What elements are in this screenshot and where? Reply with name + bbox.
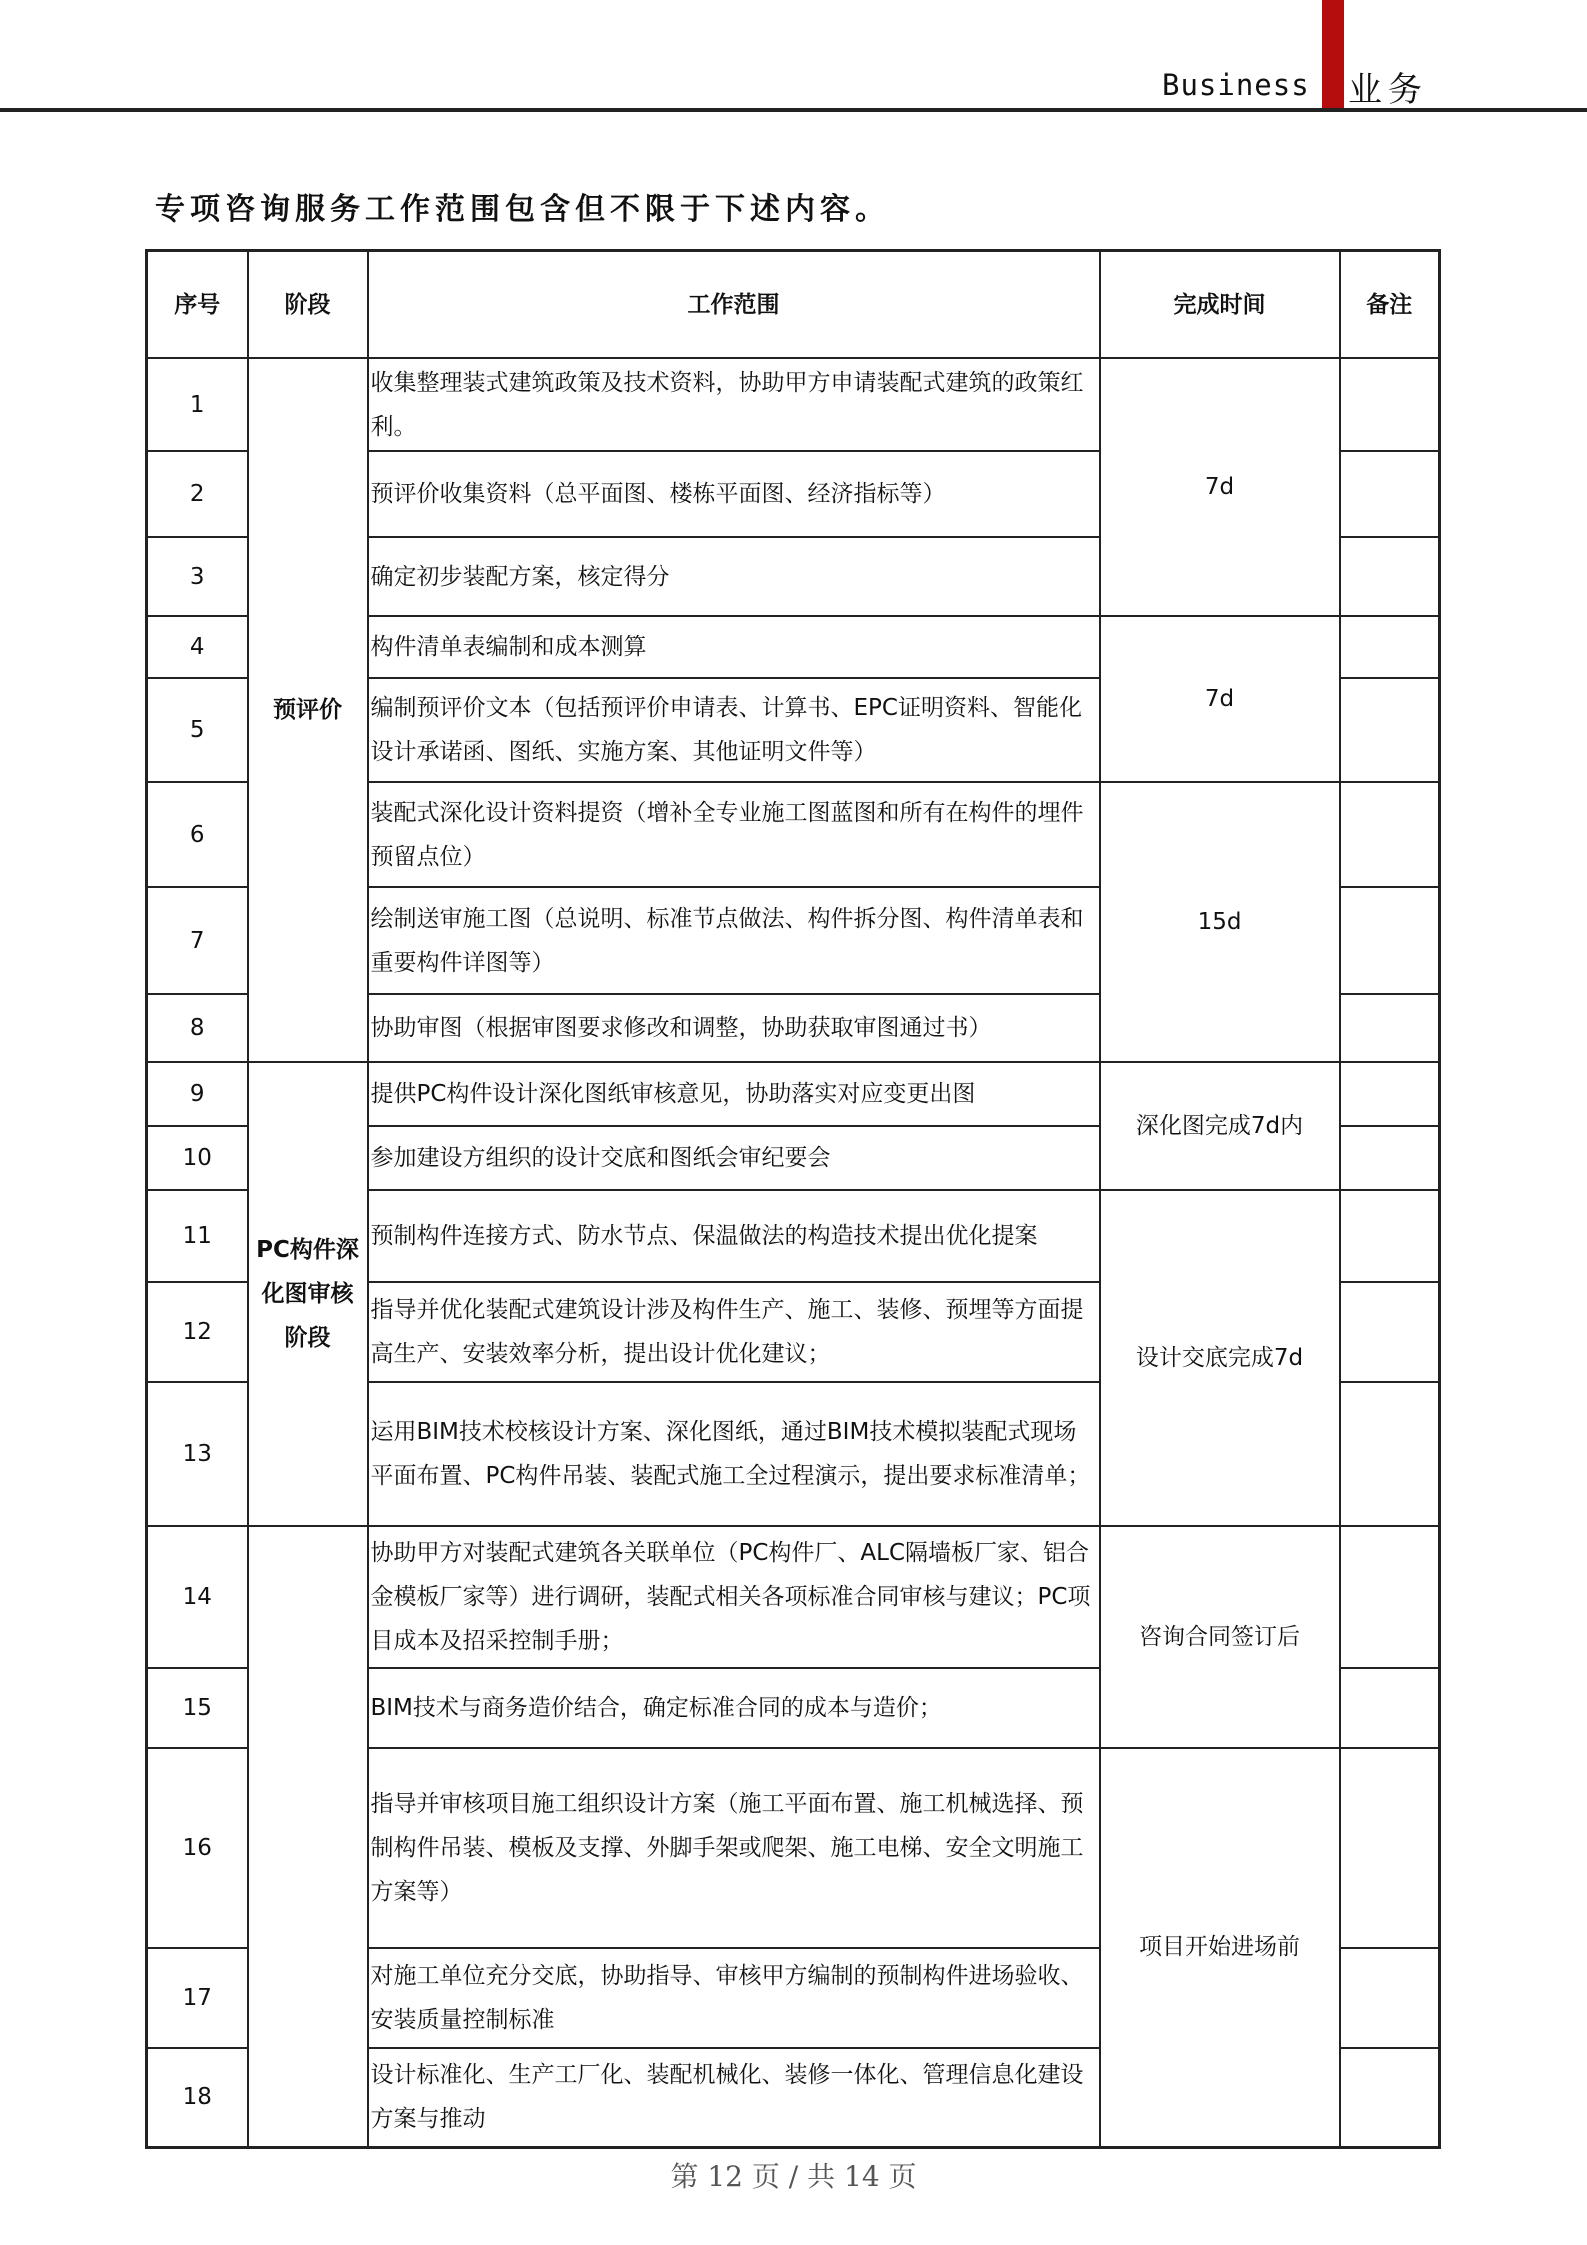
table-row xyxy=(147,1062,1440,1126)
scope-cell: 参加建设方组织的设计交底和图纸会审纪要会 xyxy=(368,1126,1100,1190)
scope-cell: 收集整理装式建筑政策及技术资料，协助甲方申请装配式建筑的政策红利。 xyxy=(368,358,1100,451)
note-cell xyxy=(1340,2048,1440,2147)
header-accent-bar xyxy=(1322,0,1344,108)
row-number: 6 xyxy=(147,782,248,887)
table-row xyxy=(147,1526,1440,1668)
row-number: 16 xyxy=(147,1748,248,1948)
row-number: 2 xyxy=(147,451,248,537)
row-number: 15 xyxy=(147,1668,248,1748)
phase-cell: PC构件深化图审核阶段 xyxy=(248,1062,368,1526)
row-number: 8 xyxy=(147,994,248,1062)
time-cell: 7d xyxy=(1100,616,1340,782)
row-number: 11 xyxy=(147,1190,248,1282)
note-cell xyxy=(1340,1062,1440,1126)
row-number: 4 xyxy=(147,616,248,678)
note-cell xyxy=(1340,1382,1440,1526)
table-header-row xyxy=(147,251,1440,359)
header-time: 完成时间 xyxy=(1100,251,1340,359)
row-number: 7 xyxy=(147,887,248,994)
row-number: 14 xyxy=(147,1526,248,1668)
note-cell xyxy=(1340,1668,1440,1748)
header-note: 备注 xyxy=(1340,251,1440,359)
header-english-label: Business xyxy=(1162,68,1310,102)
header-phase: 阶段 xyxy=(248,251,368,359)
time-cell: 设计交底完成7d xyxy=(1100,1190,1340,1526)
scope-cell: 绘制送审施工图（总说明、标准节点做法、构件拆分图、构件清单表和重要构件详图等） xyxy=(368,887,1100,994)
scope-cell: 对施工单位充分交底，协助指导、审核甲方编制的预制构件进场验收、安装质量控制标准 xyxy=(368,1948,1100,2048)
time-cell: 15d xyxy=(1100,782,1340,1062)
phase-cell: 预评价 xyxy=(248,358,368,1062)
scope-cell: 运用BIM技术校核设计方案、深化图纸，通过BIM技术模拟装配式现场平面布置、PC构件吊装、装配式施工全过程演示，提出要求标准清单； xyxy=(368,1382,1100,1526)
header-scope: 工作范围 xyxy=(368,251,1100,359)
scope-cell: 协助甲方对装配式建筑各关联单位（PC构件厂、ALC隔墙板厂家、铝合金模板厂家等）进行调研，装配式相关各项标准合同审核与建议；PC项目成本及招采控制手册； xyxy=(368,1526,1100,1668)
header-chinese-label: 业务 xyxy=(1348,70,1428,110)
note-cell xyxy=(1340,782,1440,887)
note-cell xyxy=(1340,1526,1440,1668)
row-number: 18 xyxy=(147,2048,248,2147)
phase-cell xyxy=(248,1526,368,2147)
header-no: 序号 xyxy=(147,251,248,359)
scope-cell: 提供PC构件设计深化图纸审核意见，协助落实对应变更出图 xyxy=(368,1062,1100,1126)
scope-cell: 指导并优化装配式建筑设计涉及构件生产、施工、装修、预埋等方面提高生产、安装效率分析，提出设计优化建议； xyxy=(368,1282,1100,1382)
scope-cell: 确定初步装配方案，核定得分 xyxy=(368,537,1100,616)
scope-cell: 构件清单表编制和成本测算 xyxy=(368,616,1100,678)
time-cell: 7d xyxy=(1100,358,1340,616)
scope-cell: 编制预评价文本（包括预评价申请表、计算书、EPC证明资料、智能化设计承诺函、图纸、实施方案、其他证明文件等） xyxy=(368,678,1100,782)
table-row xyxy=(147,358,1440,451)
row-number: 9 xyxy=(147,1062,248,1126)
time-cell: 深化图完成7d内 xyxy=(1100,1062,1340,1190)
note-cell xyxy=(1340,537,1440,616)
intro-heading: 专项咨询服务工作范围包含但不限于下述内容。 xyxy=(155,192,890,227)
scope-cell: 设计标准化、生产工厂化、装配机械化、装修一体化、管理信息化建设方案与推动 xyxy=(368,2048,1100,2147)
note-cell xyxy=(1340,887,1440,994)
note-cell xyxy=(1340,1126,1440,1190)
row-number: 1 xyxy=(147,358,248,451)
service-scope-table xyxy=(145,249,1441,2149)
time-cell: 咨询合同签订后 xyxy=(1100,1526,1340,1748)
row-number: 10 xyxy=(147,1126,248,1190)
time-cell: 项目开始进场前 xyxy=(1100,1748,1340,2147)
scope-cell: BIM技术与商务造价结合，确定标准合同的成本与造价； xyxy=(368,1668,1100,1748)
page-footer: 第 12 页 / 共 14 页 xyxy=(670,2160,917,2193)
note-cell xyxy=(1340,358,1440,451)
scope-cell: 指导并审核项目施工组织设计方案（施工平面布置、施工机械选择、预制构件吊装、模板及支撑、外脚手架或爬架、施工电梯、安全文明施工方案等） xyxy=(368,1748,1100,1948)
scope-cell: 协助审图（根据审图要求修改和调整，协助获取审图通过书） xyxy=(368,994,1100,1062)
row-number: 17 xyxy=(147,1948,248,2048)
scope-cell: 预制构件连接方式、防水节点、保温做法的构造技术提出优化提案 xyxy=(368,1190,1100,1282)
row-number: 12 xyxy=(147,1282,248,1382)
note-cell xyxy=(1340,1190,1440,1282)
row-number: 3 xyxy=(147,537,248,616)
scope-cell: 装配式深化设计资料提资（增补全专业施工图蓝图和所有在构件的埋件预留点位） xyxy=(368,782,1100,887)
note-cell xyxy=(1340,451,1440,537)
scope-cell: 预评价收集资料（总平面图、楼栋平面图、经济指标等） xyxy=(368,451,1100,537)
note-cell xyxy=(1340,678,1440,782)
row-number: 5 xyxy=(147,678,248,782)
note-cell xyxy=(1340,1748,1440,1948)
note-cell xyxy=(1340,616,1440,678)
note-cell xyxy=(1340,1948,1440,2048)
note-cell xyxy=(1340,994,1440,1062)
row-number: 13 xyxy=(147,1382,248,1526)
note-cell xyxy=(1340,1282,1440,1382)
